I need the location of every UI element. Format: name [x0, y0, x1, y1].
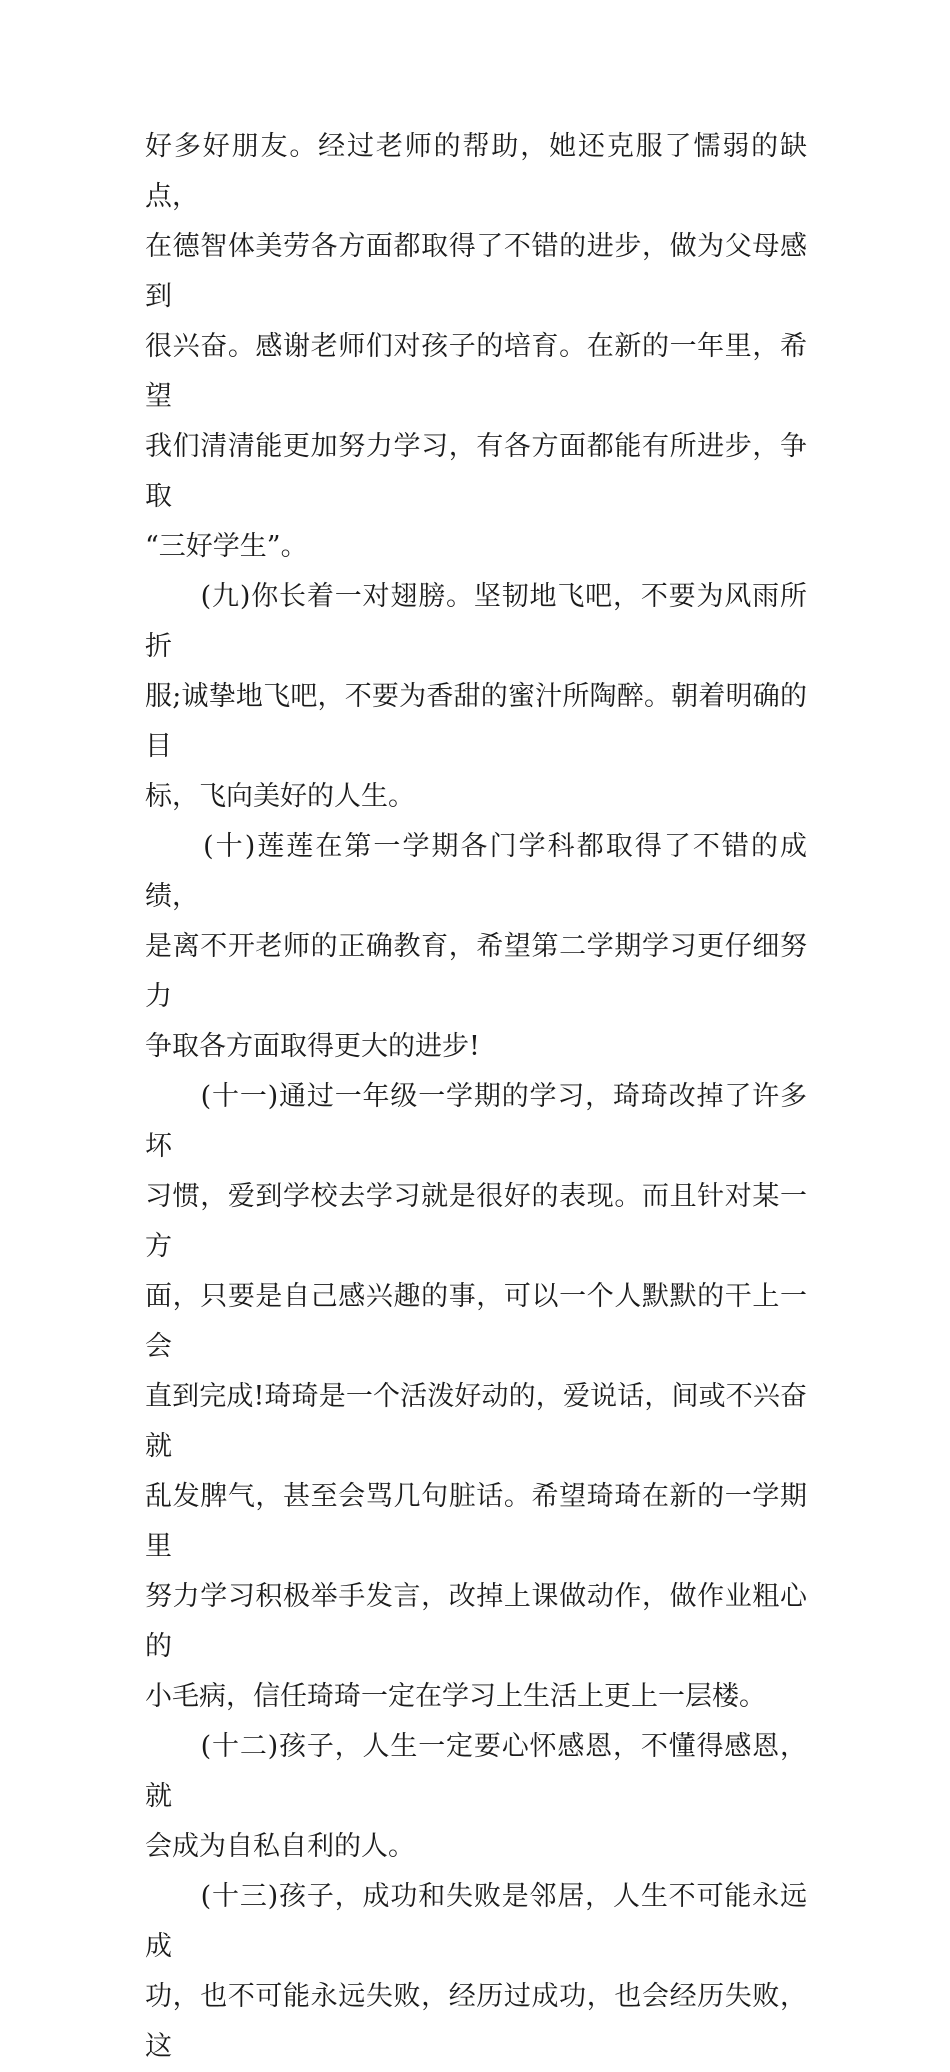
paragraph-10: (十)莲莲在第一学期各门学科都取得了不错的成绩， 是离不开老师的正确教育，希望第二学期学习更仔细努力 争取各方面取得更大的进步! [145, 831, 807, 1062]
paragraph-11: (十一)通过一年级一学期的学习，琦琦改掉了许多坏 习惯，爱到学校去学习就是很好的表现。而且针对某一方 面，只要是自己感兴趣的事，可以一个人默默的干上一会 直到完成!琦琦是一个活泼好动的，爱说话，间或不兴奋就 乱发脾气，甚至会骂几句脏话。希望琦琦在新的一学期里 努力学习积极举手发言，改掉上课做动作，做作业粗心的 小毛病，信任琦琦一定在学习上生活上更上一层楼。 [145, 1081, 807, 1712]
paragraph-12: (十二)孩子，人生一定要心怀感恩，不懂得感恩，就 会成为自私自利的人。 [145, 1731, 807, 1862]
document-body [145, 122, 807, 2072]
paragraph-9: (九)你长着一对翅膀。坚韧地飞吧，不要为风雨所折 服;诚挚地飞吧，不要为香甜的蜜汁所陶醉。朝着明确的目 标，飞向美好的人生。 [145, 581, 807, 812]
paragraph-13: (十三)孩子，成功和失败是邻居，人生不可能永远成 功，也不可能永远失败，经历过成功，也会经历失败，这 [145, 1881, 807, 2062]
paragraph-continuation: 好多好朋友。经过老师的帮助，她还克服了懦弱的缺点， 在德智体美劳各方面都取得了不错的进步，做为父母感到 很兴奋。感谢老师们对孩子的培育。在新的一年里，希望 我们清清能更加努力学习，有各方面都能有所进步，争取 “三好学生”。 [145, 131, 807, 562]
